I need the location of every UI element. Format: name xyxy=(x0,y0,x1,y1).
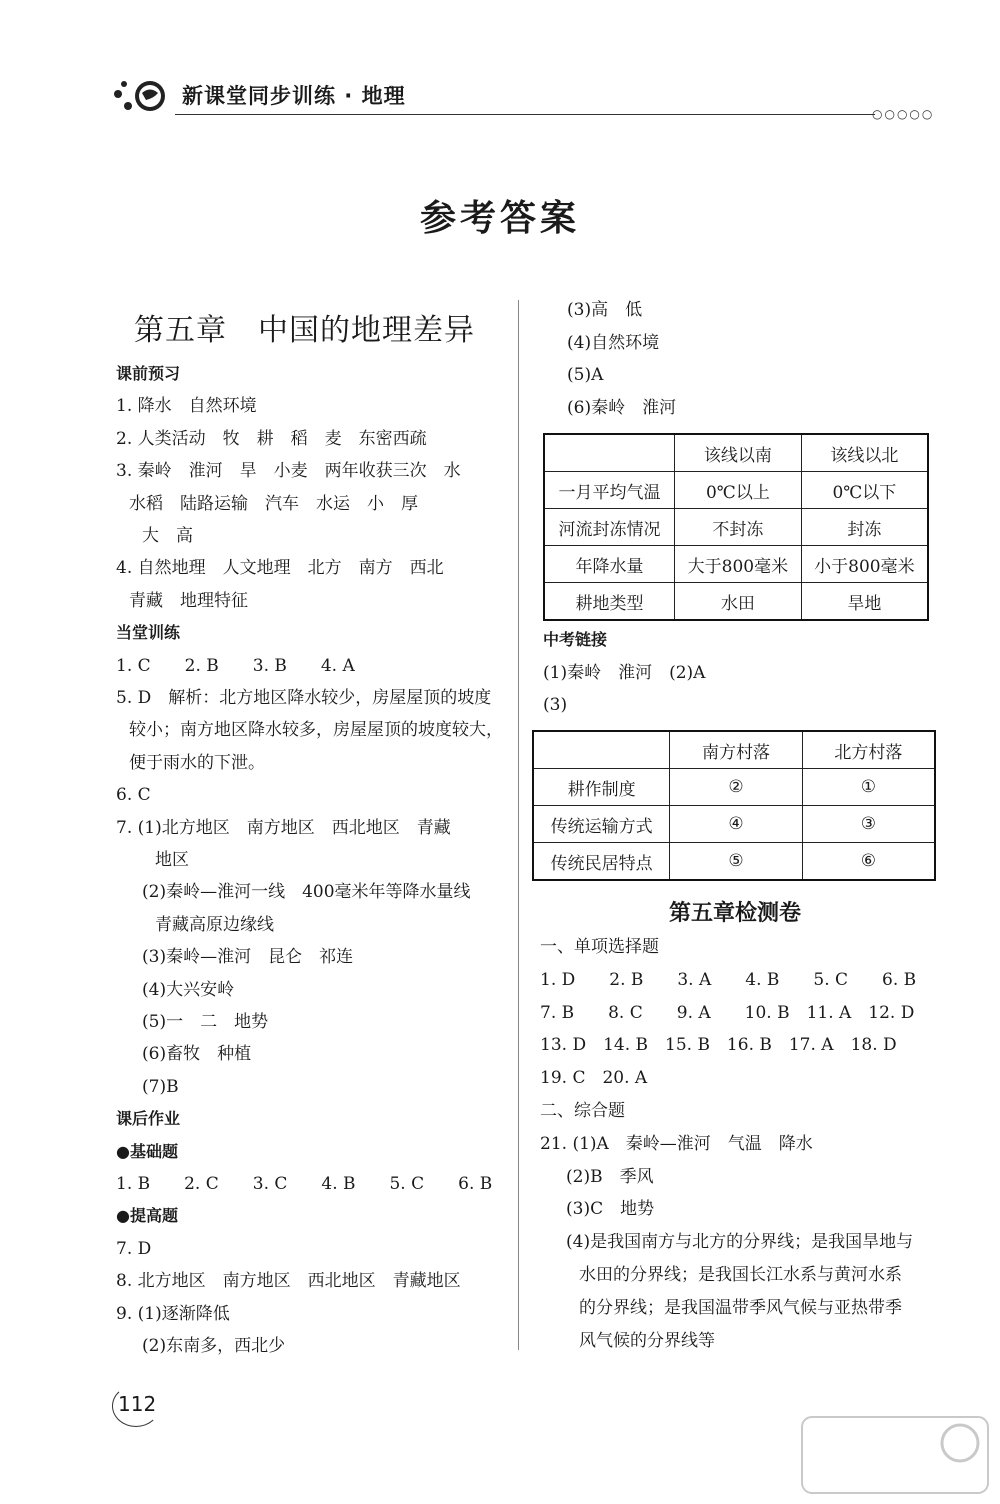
answer-line: 1. 降水 自然环境 xyxy=(116,396,257,417)
table-cell: 0℃以上 xyxy=(675,472,802,509)
answer-line: (3)秦岭—淮河 昆仑 祁连 xyxy=(142,947,354,968)
section-heading: 课前预习 xyxy=(116,364,181,383)
table-cell: 该线以北 xyxy=(801,434,928,472)
header-title: 新课堂同步训练 · 地理 xyxy=(182,84,406,108)
answer-line: 地区 xyxy=(155,850,189,870)
table-cell: 年降水量 xyxy=(544,546,675,583)
table-cell xyxy=(544,434,675,472)
answer-line: 3. 秦岭 淮河 旱 小麦 两年收获三次 水 xyxy=(116,461,461,482)
table-cell: 水田 xyxy=(675,583,802,621)
chapter-title: 第五章 中国的地理差异 xyxy=(134,313,475,348)
answer-line: (5)A xyxy=(567,365,604,385)
answer-line: 2. 人类活动 牧 耕 稻 麦 东密西疏 xyxy=(116,428,427,449)
exam-title: 第五章检测卷 xyxy=(668,901,801,926)
answer-table-qinling xyxy=(543,433,929,621)
section-heading-zhongkao: 中考链接 xyxy=(543,630,608,649)
answer-line: (3) xyxy=(543,695,568,715)
answer-line: 5. D 解析：北方地区降水较少，房屋屋顶的坡度 xyxy=(116,688,492,708)
answer-line: 的分界线；是我国温带季风气候与亚热带季 xyxy=(579,1297,902,1318)
answer-line: (6)秦岭 淮河 xyxy=(567,397,677,418)
answer-line: (5)一 二 地势 xyxy=(142,1012,269,1032)
answer-line: 水稻 陆路运输 汽车 水运 小 厚 xyxy=(129,493,418,514)
table-cell: 耕地类型 xyxy=(544,583,675,621)
table-cell: ① xyxy=(802,769,935,806)
section-heading: ●基础题 xyxy=(116,1141,178,1161)
table-cell: 传统民居特点 xyxy=(533,843,670,881)
table-cell: 大于800毫米 xyxy=(675,546,802,583)
table-row xyxy=(533,769,935,806)
section-heading: 当堂训练 xyxy=(116,623,181,643)
answer-line: (2)B 季风 xyxy=(566,1166,654,1187)
answer-line: (2)东南多，西北少 xyxy=(142,1336,286,1356)
answer-line: (4)大兴安岭 xyxy=(142,979,235,1000)
answer-line: 便于雨水的下泄。 xyxy=(129,752,265,773)
table-cell: 旱地 xyxy=(801,583,928,621)
table-cell: 南方村落 xyxy=(670,731,803,769)
table-cell xyxy=(533,731,670,769)
answer-line: 大 高 xyxy=(142,526,193,546)
table-cell: ⑤ xyxy=(670,843,803,881)
table-cell: 小于800毫米 xyxy=(801,546,928,583)
table-cell: 封冻 xyxy=(801,509,928,546)
header-rule xyxy=(175,114,875,115)
answer-line: 1. C 2. B 3. B 4. A xyxy=(116,655,355,676)
answer-line: (4)是我国南方与北方的分界线；是我国旱地与 xyxy=(566,1232,914,1253)
table-cell: 河流封冻情况 xyxy=(544,509,675,546)
table-header-row xyxy=(533,731,935,769)
section-heading: 课后作业 xyxy=(116,1109,181,1129)
answer-line: (1)秦岭 淮河 (2)A xyxy=(543,663,706,683)
table-cell: ② xyxy=(670,769,803,806)
table-cell: ④ xyxy=(670,806,803,843)
table-row xyxy=(544,472,928,509)
answer-line: 9. (1)逐渐降低 xyxy=(116,1303,230,1324)
table-cell: 传统运输方式 xyxy=(533,806,670,843)
answer-line: 二、综合题 xyxy=(540,1101,625,1121)
answer-line: 21. (1)A 秦岭—淮河 气温 降水 xyxy=(540,1133,813,1154)
table-cell: 该线以南 xyxy=(675,434,802,472)
answer-line: 8. 北方地区 南方地区 西北地区 青藏地区 xyxy=(116,1271,461,1292)
table-cell: 耕作制度 xyxy=(533,769,670,806)
section-heading: ●提高题 xyxy=(116,1206,178,1226)
answer-line: 青藏高原边缘线 xyxy=(155,914,274,935)
answer-line: 1. B 2. C 3. C 4. B 5. C 6. B xyxy=(116,1174,493,1194)
answer-line: 一、单项选择题 xyxy=(540,937,659,957)
answer-line: (6)畜牧 种植 xyxy=(142,1044,252,1065)
watermark-logo xyxy=(800,1415,990,1495)
table-row xyxy=(533,806,935,843)
answer-line: 1. D 2. B 3. A 4. B 5. C 6. B xyxy=(540,969,917,990)
table-header-row xyxy=(544,434,928,472)
table-cell: ③ xyxy=(802,806,935,843)
column-divider xyxy=(518,300,519,1350)
answer-line: 7. (1)北方地区 南方地区 西北地区 青藏 xyxy=(116,817,451,838)
globe-logo-icon xyxy=(110,76,172,116)
table-row xyxy=(544,583,928,621)
answer-line: 水田的分界线；是我国长江水系与黄河水系 xyxy=(579,1265,902,1285)
answer-line: 4. 自然地理 人文地理 北方 南方 西北 xyxy=(116,558,444,579)
answer-line: 6. C xyxy=(116,785,151,806)
answer-line: 风气候的分界线等 xyxy=(579,1330,715,1351)
answer-line: 7. B 8. C 9. A 10. B 11. A 12. D xyxy=(540,1002,915,1023)
answer-line: (3)C 地势 xyxy=(566,1199,655,1220)
answer-line: 较小；南方地区降水较多，房屋屋顶的坡度较大， xyxy=(129,720,503,741)
table-cell: 不封冻 xyxy=(675,509,802,546)
answer-line: 13. D 14. B 15. B 16. B 17. A 18. D xyxy=(540,1035,897,1056)
answer-line: 7. D xyxy=(116,1238,152,1259)
page-number: 112 xyxy=(118,1392,157,1416)
answer-table-villages xyxy=(532,730,936,881)
page-title: 参考答案 xyxy=(419,198,580,239)
table-cell: 北方村落 xyxy=(802,731,935,769)
answer-line: (3)高 低 xyxy=(567,300,643,320)
answer-line: 19. C 20. A xyxy=(540,1068,648,1089)
table-cell: ⑥ xyxy=(802,843,935,881)
table-row xyxy=(533,843,935,881)
table-cell: 一月平均气温 xyxy=(544,472,675,509)
table-row xyxy=(544,546,928,583)
answer-line: (2)秦岭—淮河一线 400毫米年等降水量线 xyxy=(142,882,471,903)
answer-line: (4)自然环境 xyxy=(567,332,660,353)
table-cell: 0℃以下 xyxy=(801,472,928,509)
header-dots: ○○○○○ xyxy=(872,107,935,121)
page-header xyxy=(110,70,940,120)
table-row xyxy=(544,509,928,546)
answer-line: (7)B xyxy=(142,1076,179,1097)
answer-line: 青藏 地理特征 xyxy=(129,590,248,611)
